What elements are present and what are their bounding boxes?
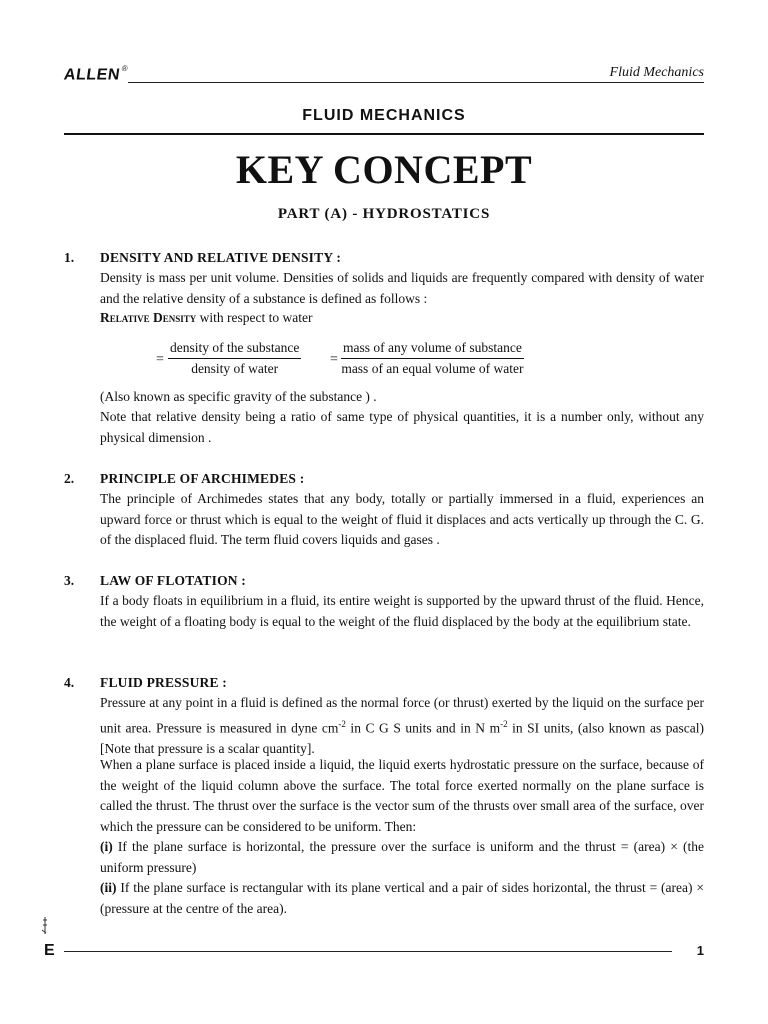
equals-sign-1: =: [156, 352, 164, 367]
section-2-number: 2.: [64, 471, 75, 486]
fraction-denominator: density of water: [191, 361, 279, 376]
footer-rule: [64, 951, 672, 952]
part-title: PART (A) - HYDROSTATICS: [277, 206, 491, 222]
edition-mark: E: [44, 942, 55, 959]
fraction-denominator: mass of an equal volume of water: [341, 361, 524, 376]
section-4-heading: FLUID PRESSURE :: [100, 675, 227, 690]
equals-sign-2: =: [330, 352, 338, 367]
section-4-paragraph-1: Pressure at any point in a fluid is defined as the normal force (or thrust) exerted by the liquid on the surface per unit area. Pressure is measured in dyne $cm^{-2}$ in C G S units and in N $m^{-2}$ in SI units, (also known as pascal) [Note that pressure is a scalar quantity].: [100, 695, 704, 756]
title-rule: [64, 133, 704, 135]
margin-mark-icon: [40, 916, 50, 936]
section-2-paragraph: The principle of Archimedes states that any body, totally or partially immersed in a fluid, experiences an upward force or thrust which is equal to the weight of fluid it displaces and acts vertically up through the C. G. of the displaced fluid. The term fluid covers liquids and gases .: [100, 491, 704, 547]
header-rule: [128, 82, 704, 83]
section-1-heading: DENSITY AND RELATIVE DENSITY :: [100, 250, 342, 265]
density-fraction: [168, 340, 301, 377]
case-ii: (ii) If the plane surface is rectangular with its plane vertical and a pair of sides horizontal, the thrust = (area) × (pressure at the centre of the area).: [100, 880, 704, 916]
section-3-paragraph: If a body floats in equilibrium in a fluid, its entire weight is supported by the upward thrust of the fluid. Hence, the weight of a floating body is equal to the weight of the fluid displaced by the body at the equilibrium state.: [100, 593, 704, 629]
fraction-numerator: mass of any volume of substance: [341, 340, 524, 359]
section-3-heading: LAW OF FLOTATION :: [100, 573, 246, 588]
mass-fraction: [341, 340, 524, 377]
header-subject: Fluid Mechanics: [609, 65, 704, 80]
section-4-number: 4.: [64, 675, 75, 690]
document-title: FLUID MECHANICS: [302, 107, 466, 124]
relative-density-line: Relative Density with respect to water: [100, 310, 313, 325]
dimension-note: Note that relative density being a ratio of same type of physical quantities, it is a number only, without any physical dimension .: [100, 409, 704, 445]
specific-gravity-note: (Also known as specific gravity of the substance ) .: [100, 389, 377, 404]
section-1-number: 1.: [64, 250, 75, 265]
case-i: (i) If the plane surface is horizontal, the pressure over the surface is uniform and the thrust = (area) × (the uniform pressure): [100, 839, 704, 875]
main-title: KEY CONCEPT: [235, 147, 533, 192]
section-4-paragraph-2: When a plane surface is placed inside a liquid, the liquid exerts hydrostatic pressure on the surface, because of the weight of the liquid column above the surface. The total force exerted normally on the plane surface is called the thrust. The thrust over the surface is the vector sum of the thrusts over small area of the surface, over which the pressure can be considered to be uniform. Then:: [100, 757, 704, 834]
section-3-number: 3.: [64, 573, 75, 588]
section-1-paragraph: Density is mass per unit volume. Densities of solids and liquids are frequently compared with density of water and the relative density of a substance is defined as follows :: [100, 270, 704, 306]
relative-density-label: Relative Density: [100, 310, 197, 325]
allen-logo: ALLEN®: [62, 64, 129, 84]
page-number: 1: [696, 943, 704, 958]
fraction-numerator: density of the substance: [168, 340, 301, 359]
section-2-heading: PRINCIPLE OF ARCHIMEDES :: [100, 471, 305, 486]
